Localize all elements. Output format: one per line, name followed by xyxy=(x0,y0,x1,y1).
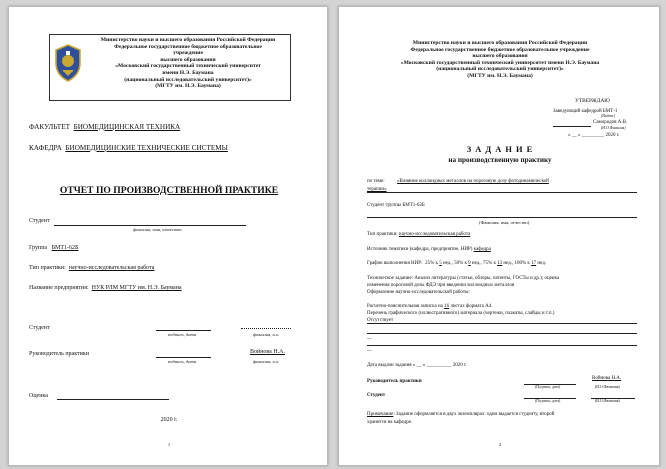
student-caption: фамилия, имя, отчество xyxy=(133,227,182,232)
practice-type-value-p2: научно-исследовательская работа xyxy=(398,232,471,237)
grade-label: Оценка xyxy=(29,393,48,399)
schedule-week: 17 xyxy=(531,261,537,266)
header-line: «Московский государственный технический университет имени Н.Э. Баумана xyxy=(400,59,600,66)
schedule-text: нед., 50% к xyxy=(442,261,467,266)
remark-text: : Задание оформляется в двух экземплярах: один выдается студенту, второй xyxy=(393,412,555,417)
head-signature-line xyxy=(553,126,591,127)
schedule-text: нед. xyxy=(537,261,546,266)
university-emblem-icon xyxy=(53,43,83,83)
header-line: Министерство науки и высшего образования Российской Федерации xyxy=(100,37,276,43)
page-number: 1 xyxy=(167,442,171,447)
task-title: З А Д А Н И Е xyxy=(466,145,534,154)
student-name-line xyxy=(54,225,246,226)
schedule-week: 9 xyxy=(468,261,471,266)
schedule-week: 5 xyxy=(439,261,442,266)
header-text-p2 xyxy=(339,40,660,80)
page-number-p2: 2 xyxy=(498,442,502,447)
enterprise-label: Название предприятия: xyxy=(29,285,89,291)
student-surname-line xyxy=(241,328,291,329)
name-caption-p2b: (И.О.Фамилия) xyxy=(595,399,620,403)
schedule-row xyxy=(367,261,546,266)
task-line: изменения пороговой дозы ФДЭ при введении коллоидных металлов xyxy=(367,283,515,288)
group-value: БМТ1-62Б xyxy=(51,245,79,251)
supervisor-label-p2: Руководитель практики xyxy=(367,379,422,384)
header-line: (национальный исследовательский университет)» xyxy=(436,66,564,73)
supervisor-signature-line xyxy=(156,357,211,358)
note-line-3: Отсутствует xyxy=(367,318,394,323)
head-date: « __ » _________ 2020 г. xyxy=(568,133,620,138)
group-label: Группа xyxy=(29,245,48,251)
note-pages: 16 xyxy=(444,304,450,309)
note-text: листах формата А4. xyxy=(450,304,493,309)
practice-type-label-p2: Тип практики: xyxy=(367,232,398,237)
surname-caption: фамилия, и.о. xyxy=(253,332,280,337)
student-caption-p2: (Фамилия, имя, отчество) xyxy=(479,220,530,225)
group-row xyxy=(29,245,79,251)
schedule-text: нед., 75% к xyxy=(471,261,496,266)
header-line: Министерство науки и высшего образования Российской Федерации xyxy=(412,40,588,46)
sign-date-caption: подпись, дата xyxy=(168,332,197,337)
header-text xyxy=(88,37,288,90)
source-row xyxy=(367,247,491,252)
header-line: учреждение xyxy=(173,50,203,57)
note-line-rule-2 xyxy=(367,333,637,334)
enterprise-row xyxy=(29,285,182,291)
sign-caption-p2: (Подпись, дата) xyxy=(535,385,561,389)
practice-type-row xyxy=(29,265,154,271)
task-line: Техническое задание: Анализ литературы (статьи, обзоры, патенты, ГОСТы и др.); оценка xyxy=(367,276,560,281)
sign-caption-p2b: (Подпись, дата) xyxy=(535,399,561,403)
issue-date: Дата выдачи задания « __ » __________ 2020 г. xyxy=(367,363,467,368)
year-text: 2020 г. xyxy=(160,417,178,423)
header-line: высшего образования xyxy=(472,53,528,60)
department-label: КАФЕДРА xyxy=(29,144,62,152)
page-2 xyxy=(338,6,660,466)
head-name-caption: (И.О.Фамилия) xyxy=(601,126,626,130)
head-index-caption: (Индекс) xyxy=(601,114,616,118)
faculty-row xyxy=(29,124,180,131)
name-caption-p2: (И.О.Фамилия) xyxy=(595,385,620,389)
header-line: (национальный исследовательский университет)» xyxy=(124,76,252,83)
source-value: кафедра xyxy=(473,247,491,252)
source-label: Источник тематики (кафедра, предприятие, НИР) xyxy=(367,247,473,252)
header-line: «Московский государственный технический университет xyxy=(115,63,261,70)
page-1 xyxy=(8,6,328,466)
note-line-rule-1 xyxy=(367,323,637,324)
header-line: (МГТУ им. Н.Э. Баумана) xyxy=(155,83,221,90)
sign-date-caption-2: подпись, дата xyxy=(168,359,197,364)
remark-line-1 xyxy=(367,412,554,417)
department-row xyxy=(29,145,228,152)
faculty-label: ФАКУЛЬТЕТ xyxy=(29,123,70,131)
dash-2: — xyxy=(367,349,372,354)
faculty-value: БИОМЕДИЦИНСКАЯ ТЕХНИКА xyxy=(73,123,181,131)
dash-1: — xyxy=(367,337,372,342)
schedule-text: нед., 100% к xyxy=(503,261,530,266)
department-value: БИОМЕДИЦИНСКИЕ ТЕХНИЧЕСКИЕ СИСТЕМЫ xyxy=(65,144,228,152)
student-label-p2: Студент xyxy=(367,393,386,398)
student-signature-line xyxy=(156,330,211,331)
task-line: Оформление научно-исследовательской работы: xyxy=(367,290,470,295)
note-text: Расчетно-пояснительная записка на xyxy=(367,304,443,309)
supervisor-name: Войнова Н.А. xyxy=(250,349,286,355)
practice-type-row-p2 xyxy=(367,232,470,237)
practice-type-value: научно-исследовательская работа xyxy=(68,265,155,271)
remark-label: Примечание xyxy=(367,412,394,417)
note-line-1 xyxy=(367,304,492,309)
note-line-rule-3 xyxy=(367,345,637,346)
report-title: ОТЧЕТ ПО ПРОИЗВОДСТВЕННОЙ ПРАКТИКЕ xyxy=(59,185,279,196)
student-label: Студент xyxy=(29,218,50,224)
remark-line-2: хранится на кафедре. xyxy=(367,420,413,425)
supervisor-name-p2: Войнова Н.А. xyxy=(592,376,622,381)
header-line: Федеральное государственное бюджетное образовательное учреждение xyxy=(410,46,590,53)
head-label: Заведующий кафедрой БМТ-1 xyxy=(553,109,618,114)
schedule-week: 13 xyxy=(497,261,503,266)
header-line: Федеральное государственное бюджетное образовательное xyxy=(114,43,262,50)
header-line: (МГТУ им. Н.Э. Баумана) xyxy=(467,72,533,79)
sign-student-label: Студент xyxy=(29,325,50,331)
topic-line xyxy=(367,192,637,193)
task-subtitle: на производственную практику xyxy=(448,156,552,164)
topic-value-2: терапии» xyxy=(367,187,387,192)
topic-value-1: «Влияние коллоидных металлов на пороговую дозу фотодинамической xyxy=(397,179,549,184)
schedule-text: 25% к xyxy=(425,261,438,266)
header-line: высшего образования xyxy=(160,56,216,63)
student-name-line-p2 xyxy=(367,217,637,218)
approve-label: УТВЕРЖДАЮ xyxy=(575,98,610,104)
header-line: имени Н.Э. Баумана xyxy=(162,69,214,76)
supervisor-label: Руководитель практики xyxy=(29,351,90,357)
schedule-label: График выполнения НИР: xyxy=(367,261,423,266)
grade-line xyxy=(57,399,169,400)
practice-type-label: Тип практики: xyxy=(29,265,66,271)
enterprise-value: НУК РЛМ МГТУ им. Н.Э. Баумана xyxy=(91,285,182,291)
note-line-2: Перечень графического (иллюстративного) материала (чертежи, плакаты, слайды и т.п.) xyxy=(367,311,555,316)
surname-caption-2: фамилия, и.о. xyxy=(253,359,280,364)
topic-label: по теме: xyxy=(367,179,385,184)
head-name: Самородов А.В. xyxy=(593,120,628,125)
technical-task xyxy=(367,275,559,296)
student-group: Студент группы БМТ1-62Б xyxy=(367,203,425,208)
